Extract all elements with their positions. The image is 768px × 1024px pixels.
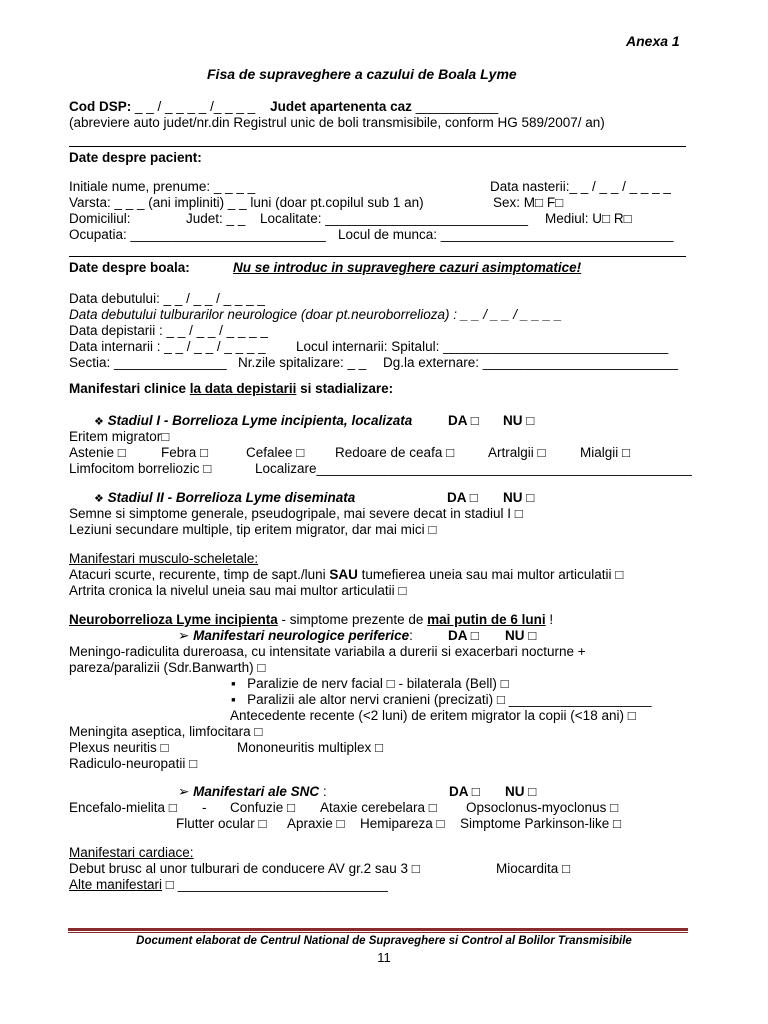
peripheral-yes-checkbox[interactable]: DA □ <box>448 628 479 643</box>
febra-checkbox[interactable]: Febra □ <box>161 445 209 460</box>
meningita-checkbox[interactable]: Meningita aseptica, limfocitara □ <box>69 724 263 739</box>
astenie-checkbox[interactable]: Astenie □ <box>69 445 126 460</box>
ataxie-checkbox[interactable]: Ataxie cerebelara □ <box>320 800 437 815</box>
neuro-onset-field[interactable]: Data debutului tulburarilor neurologice (doar pt.neuroborrelioza) : _ _ / _ _ / _ _ _ _ <box>69 307 563 322</box>
erythema-checkbox[interactable]: Eritem migrator□ <box>69 429 170 444</box>
disease-header-row <box>69 260 190 276</box>
locality-field[interactable]: Localitate: ___________________________ <box>260 211 529 226</box>
stage1-yes-checkbox[interactable]: DA □ <box>448 413 479 428</box>
other-manifestations-field[interactable]: Alte manifestari □ ____________________________ <box>69 877 388 892</box>
snc-yes-checkbox[interactable]: DA □ <box>449 784 480 799</box>
chronic-arthritis-checkbox[interactable]: Artrita cronica la nivelul uneia sau mai multor articulatii □ <box>69 583 407 598</box>
opsoclonus-checkbox[interactable]: Opsoclonus-myoclonus □ <box>466 800 619 815</box>
cod-dsp-field[interactable]: _ _ / _ _ _ _ /_ _ _ _ <box>135 99 256 114</box>
cod-dsp-label: Cod DSP: <box>69 99 132 114</box>
mononeuritis-checkbox[interactable]: Mononeuritis multiplex □ <box>237 740 384 755</box>
initials-field[interactable]: Initiale nume, prenume: _ _ _ _ <box>69 179 256 194</box>
peripheral-no-checkbox[interactable]: NU □ <box>505 628 537 643</box>
stage1-header <box>94 413 412 430</box>
clinical-header: Manifestari clinice la data depistarii si stadializare: <box>69 381 394 396</box>
divider <box>69 146 686 147</box>
secondary-lesions-checkbox[interactable]: Leziuni secundare multiple, tip eritem migrator, dar mai mici □ <box>69 522 437 537</box>
judet-field[interactable]: Judet: _ _ <box>186 211 246 226</box>
neuro-header: Neuroborrelioza Lyme incipienta - simptome prezente de mai putin de 6 luni ! <box>69 612 554 627</box>
domicile-label: Domiciliul: <box>69 211 131 226</box>
stage2-no-checkbox[interactable]: NU □ <box>503 490 535 505</box>
age-field[interactable]: Varsta: _ _ _ (ani impliniti) _ _ luni (doar pt.copilul sub 1 an) <box>69 195 424 210</box>
snc-header: ➢ Manifestari ale SNC : <box>178 784 327 799</box>
hospital-days-field[interactable]: Nr.zile spitalizare: _ _ <box>238 355 367 370</box>
antecedent-checkbox[interactable]: Antecedente recente (<2 luni) de eritem migrator la copii (<18 ani) □ <box>230 708 636 723</box>
flutter-checkbox[interactable]: Flutter ocular □ <box>176 816 267 831</box>
stage2-yes-checkbox[interactable]: DA □ <box>447 490 478 505</box>
footer-divider <box>68 928 688 931</box>
onset-date-field[interactable]: Data debutului: _ _ / _ _ / _ _ _ _ <box>69 291 265 306</box>
snc-no-checkbox[interactable]: NU □ <box>505 784 537 799</box>
divider <box>69 256 686 257</box>
cranial-nerves-row[interactable]: ▪ Paralizii ale altor nervi cranieni (precizati) □ ___________________ <box>231 692 652 707</box>
square-bullet-icon: ▪ <box>231 676 236 691</box>
section-field[interactable]: Sectia: _______________ <box>69 355 227 370</box>
mialgii-checkbox[interactable]: Mialgii □ <box>580 445 631 460</box>
environment-field[interactable]: Mediul: U□ R□ <box>545 211 632 226</box>
av-block-checkbox[interactable]: Debut brusc al unor tulburari de conducere AV gr.2 sau 3 □ <box>69 861 420 876</box>
diamond-bullet-icon: ❖ <box>94 493 104 505</box>
peripheral-header: ➢ Manifestari neurologice periferice: <box>178 628 413 643</box>
asymptomatic-note: Nu se introduc in supraveghere cazuri asimptomatice! <box>233 260 582 275</box>
stage1-title: Stadiul I - Borrelioza Lyme incipienta, localizata <box>107 413 413 428</box>
short-attacks-checkbox[interactable]: Atacuri scurte, recurente, timp de sapt./luni SAU tumefierea uneia sau mai multor articulatii □ <box>69 567 624 582</box>
page-title: Fisa de supraveghere a cazului de Boala Lyme <box>207 66 517 82</box>
localizare-field[interactable]: Localizare__________________________________________________ <box>255 461 692 476</box>
cardiac-title: Manifestari cardiace: <box>69 845 194 860</box>
hemipareza-checkbox[interactable]: Hemipareza □ <box>360 816 445 831</box>
judet-field[interactable]: ___________ <box>415 99 499 114</box>
arrow-bullet-icon: ➢ <box>178 784 190 799</box>
radiculo-checkbox[interactable]: Radiculo-neuropatii □ <box>69 756 198 771</box>
patient-section-header: Date despre pacient: <box>69 150 202 165</box>
apraxie-checkbox[interactable]: Apraxie □ <box>287 816 345 831</box>
birthdate-field[interactable]: Data nasterii:_ _ / _ _ / _ _ _ _ <box>490 179 671 194</box>
limfocitom-checkbox[interactable]: Limfocitom borreliozic □ <box>69 461 212 476</box>
dash-separator: - <box>202 800 207 815</box>
parkinson-checkbox[interactable]: Simptome Parkinson-like □ <box>460 816 622 831</box>
stage1-no-checkbox[interactable]: NU □ <box>503 413 535 428</box>
plexus-checkbox[interactable]: Plexus neuritis □ <box>69 740 169 755</box>
cod-dsp-row <box>69 99 498 115</box>
workplace-field[interactable]: Locul de munca: _______________________________ <box>338 227 674 242</box>
meningo-radiculita-checkbox[interactable]: pareza/paralizii (Sdr.Banwarth) □ <box>69 660 266 675</box>
arrow-bullet-icon: ➢ <box>178 628 190 643</box>
general-symptoms-checkbox[interactable]: Semne si simptome generale, pseudogripale, mai severe decat in stadiul I □ <box>69 506 523 521</box>
musculo-title: Manifestari musculo-scheletale: <box>69 551 259 566</box>
admission-date-field[interactable]: Data internarii : _ _ / _ _ / _ _ _ _ <box>69 339 266 354</box>
artralgii-checkbox[interactable]: Artralgii □ <box>488 445 546 460</box>
square-bullet-icon: ▪ <box>231 692 236 707</box>
disease-section-header: Date despre boala: <box>69 260 190 275</box>
stage2-header <box>94 490 355 507</box>
facial-palsy-row[interactable]: ▪ Paralizie de nerv facial □ - bilaterala (Bell) □ <box>231 676 509 691</box>
sex-field[interactable]: Sex: M□ F□ <box>493 195 564 210</box>
occupation-field[interactable]: Ocupatia: __________________________ <box>69 227 326 242</box>
hospital-field[interactable]: Locul internarii: Spitalul: ______________________________ <box>296 339 669 354</box>
confuzie-checkbox[interactable]: Confuzie □ <box>230 800 296 815</box>
discharge-diagnosis-field[interactable]: Dg.la externare: __________________________ <box>383 355 679 370</box>
encefalo-checkbox[interactable]: Encefalo-mielita □ <box>69 800 177 815</box>
detection-date-field[interactable]: Data depistarii : _ _ / _ _ / _ _ _ _ <box>69 323 268 338</box>
page-number: 11 <box>377 950 391 965</box>
redoare-checkbox[interactable]: Redoare de ceafa □ <box>335 445 455 460</box>
footer-text: Document elaborat de Centrul National de Supraveghere si Control al Bolilor Transmisibile <box>136 935 632 947</box>
meningo-radiculita-text: Meningo-radiculita dureroasa, cu intensitate variabila a durerii si exacerbari nocturne + <box>69 644 586 659</box>
abbrev-note: (abreviere auto judet/nr.din Registrul unic de boli transmisibile, conform HG 589/2007/ an) <box>69 115 605 130</box>
miocardita-checkbox[interactable]: Miocardita □ <box>496 861 571 876</box>
footer-divider <box>68 932 688 933</box>
diamond-bullet-icon: ❖ <box>94 416 104 428</box>
judet-label: Judet apartenenta caz <box>270 99 412 114</box>
stage2-title: Stadiul II - Borrelioza Lyme diseminata <box>107 490 356 505</box>
cefalee-checkbox[interactable]: Cefalee □ <box>246 445 305 460</box>
annex-label: Anexa 1 <box>626 33 680 49</box>
